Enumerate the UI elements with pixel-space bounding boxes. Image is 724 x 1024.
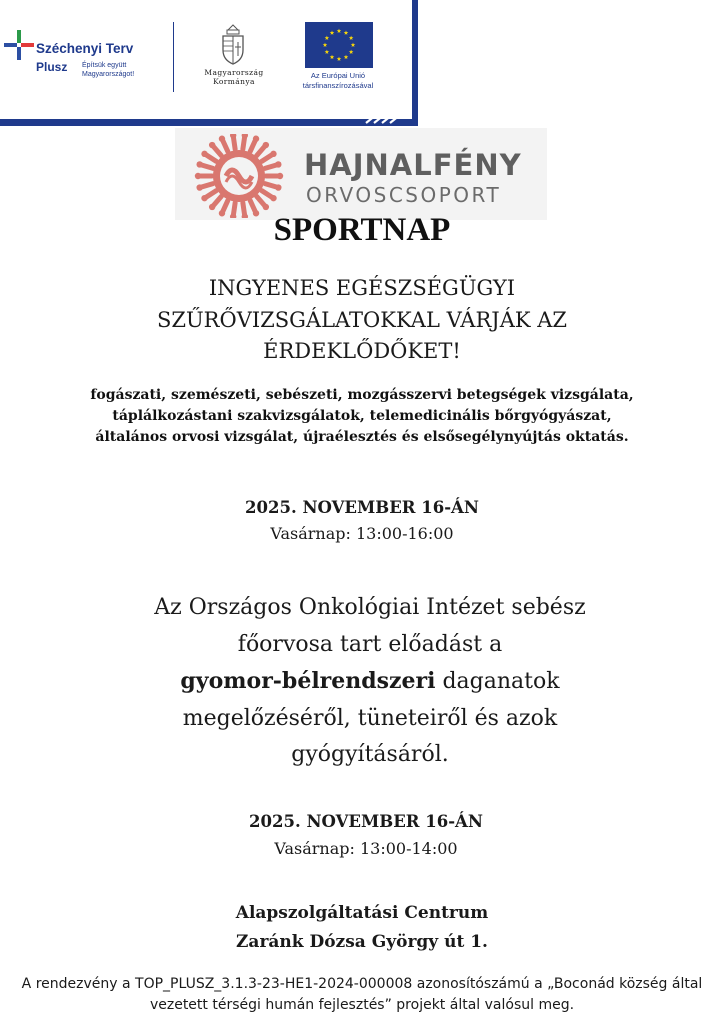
- sun-ray-icon: [202, 165, 214, 168]
- project-footnote: [8, 974, 716, 1016]
- venue-address: Zaránk Dózsa György út 1.: [236, 932, 488, 952]
- lecture-line5: gyógyításáról.: [291, 742, 449, 767]
- government-name-line1: Magyarország: [204, 68, 264, 77]
- szechenyi-name: Széchenyi Terv: [36, 41, 134, 56]
- event-title: SPORTNAP: [273, 212, 451, 248]
- sun-ray-tip-icon: [209, 204, 215, 210]
- event-date: 2025. NOVEMBER 16-ÁN: [245, 498, 479, 517]
- sun-ray-icon: [223, 201, 228, 212]
- sun-ray-icon: [257, 196, 265, 205]
- sun-ray-icon: [202, 184, 214, 187]
- footnote-line2: vezetett térségi humán fejlesztés” projekt által valósul meg.: [149, 997, 575, 1013]
- sun-ray-tip-icon: [270, 151, 276, 157]
- lecture-line2: főorvosa tart előadást a: [237, 631, 503, 657]
- invite-text: [130, 273, 594, 368]
- services-line2: táplálkozástani szakvizsgálatok, telemedicinális bőrgyógyászat,: [112, 408, 612, 424]
- government-name-line2: Kormánya: [213, 77, 255, 86]
- szechenyi-plusz: Plusz: [36, 60, 68, 74]
- invite-line3: ÉRDEKLŐDŐKET!: [263, 339, 461, 363]
- sun-ray-icon: [243, 137, 245, 149]
- szechenyi-cross-icon: [4, 30, 34, 60]
- sun-ray-icon: [213, 196, 221, 205]
- header-divider: [173, 22, 174, 92]
- eu-text-line1: Az Európai Unió: [310, 71, 366, 80]
- sun-ray-tip-icon: [201, 151, 207, 157]
- sun-ray-tip-icon: [263, 142, 269, 148]
- sun-ray-tip-icon: [275, 184, 281, 190]
- lecture-time: Vasárnap: 13:00-14:00: [274, 839, 458, 858]
- lecture-line4: megelőzéséről, tüneteiről és azok: [182, 705, 558, 731]
- sun-ray-tip-icon: [219, 136, 225, 142]
- services-line3: általános orvosi vizsgálat, újraélesztés és elsősegélynyújtás oktatás.: [95, 429, 629, 445]
- sun-ray-tip-icon: [277, 173, 283, 179]
- sun-ray-icon: [257, 147, 265, 156]
- sun-ray-icon: [233, 137, 235, 149]
- invite-line2: SZŰRŐVIZSGÁLATOKKAL VÁRJÁK AZ: [156, 307, 567, 332]
- eu-text-line2: társfinanszírozásával: [302, 80, 374, 90]
- event-time: Vasárnap: 13:00-16:00: [270, 524, 454, 543]
- sun-ray-tip-icon: [195, 173, 201, 179]
- venue-name: Alapszolgáltatási Centrum: [235, 903, 489, 923]
- chevrons-decoration-icon: [360, 112, 408, 126]
- lecture-line1: Az Országos Onkológiai Intézet sebész: [154, 595, 586, 620]
- government-name: [186, 68, 282, 86]
- coral-sun-icon: [184, 134, 294, 218]
- sun-ray-icon: [265, 184, 277, 187]
- clinic-name: HAJNALFÉNY: [304, 148, 522, 182]
- szechenyi-slogan: Építsük együtt Magyarországot!: [82, 62, 135, 78]
- sun-ray-tip-icon: [201, 195, 207, 201]
- sun-ray-tip-icon: [263, 204, 269, 210]
- eu-flag-icon: [305, 22, 373, 68]
- sun-ray-icon: [265, 165, 277, 168]
- services-line1: fogászati, szemészeti, sebészeti, mozgásszervi betegségek vizsgálata,: [90, 387, 634, 403]
- clinic-subtitle: ORVOSCSOPORT: [306, 183, 502, 207]
- sun-ray-tip-icon: [196, 161, 202, 167]
- sun-ray-icon: [262, 155, 272, 161]
- sun-ray-icon: [250, 201, 255, 212]
- sun-ray-tip-icon: [275, 161, 281, 167]
- sun-ray-tip-icon: [253, 136, 259, 142]
- sun-ray-icon: [206, 191, 216, 197]
- sun-ray-icon: [262, 191, 272, 197]
- lecture-line3: [100, 663, 640, 701]
- sun-ray-icon: [223, 141, 228, 152]
- lecture-announcement: [100, 590, 640, 774]
- footnote-line1: A rendezvény a TOP_PLUSZ_3.1.3-23-HE1-2024-000008 azonosítószámú a „Boconád község által: [21, 976, 703, 992]
- lecture-line3-rest: daganatok: [435, 669, 560, 694]
- invite-line1: INGYENES EGÉSZSÉGÜGYI: [208, 276, 516, 300]
- lecture-date: 2025. NOVEMBER 16-ÁN: [249, 812, 483, 831]
- sun-ray-icon: [206, 155, 216, 161]
- hungarian-coat-of-arms-icon: [219, 22, 247, 66]
- sun-ray-tip-icon: [209, 142, 215, 148]
- sun-ray-tip-icon: [196, 184, 202, 190]
- lecture-topic-bold: gyomor-bélrendszeri: [180, 668, 436, 694]
- sun-ray-icon: [213, 147, 221, 156]
- sun-ray-icon: [250, 141, 255, 152]
- eu-cofinancing-text: [286, 71, 390, 90]
- services-list: [20, 385, 704, 448]
- sun-ray-tip-icon: [270, 195, 276, 201]
